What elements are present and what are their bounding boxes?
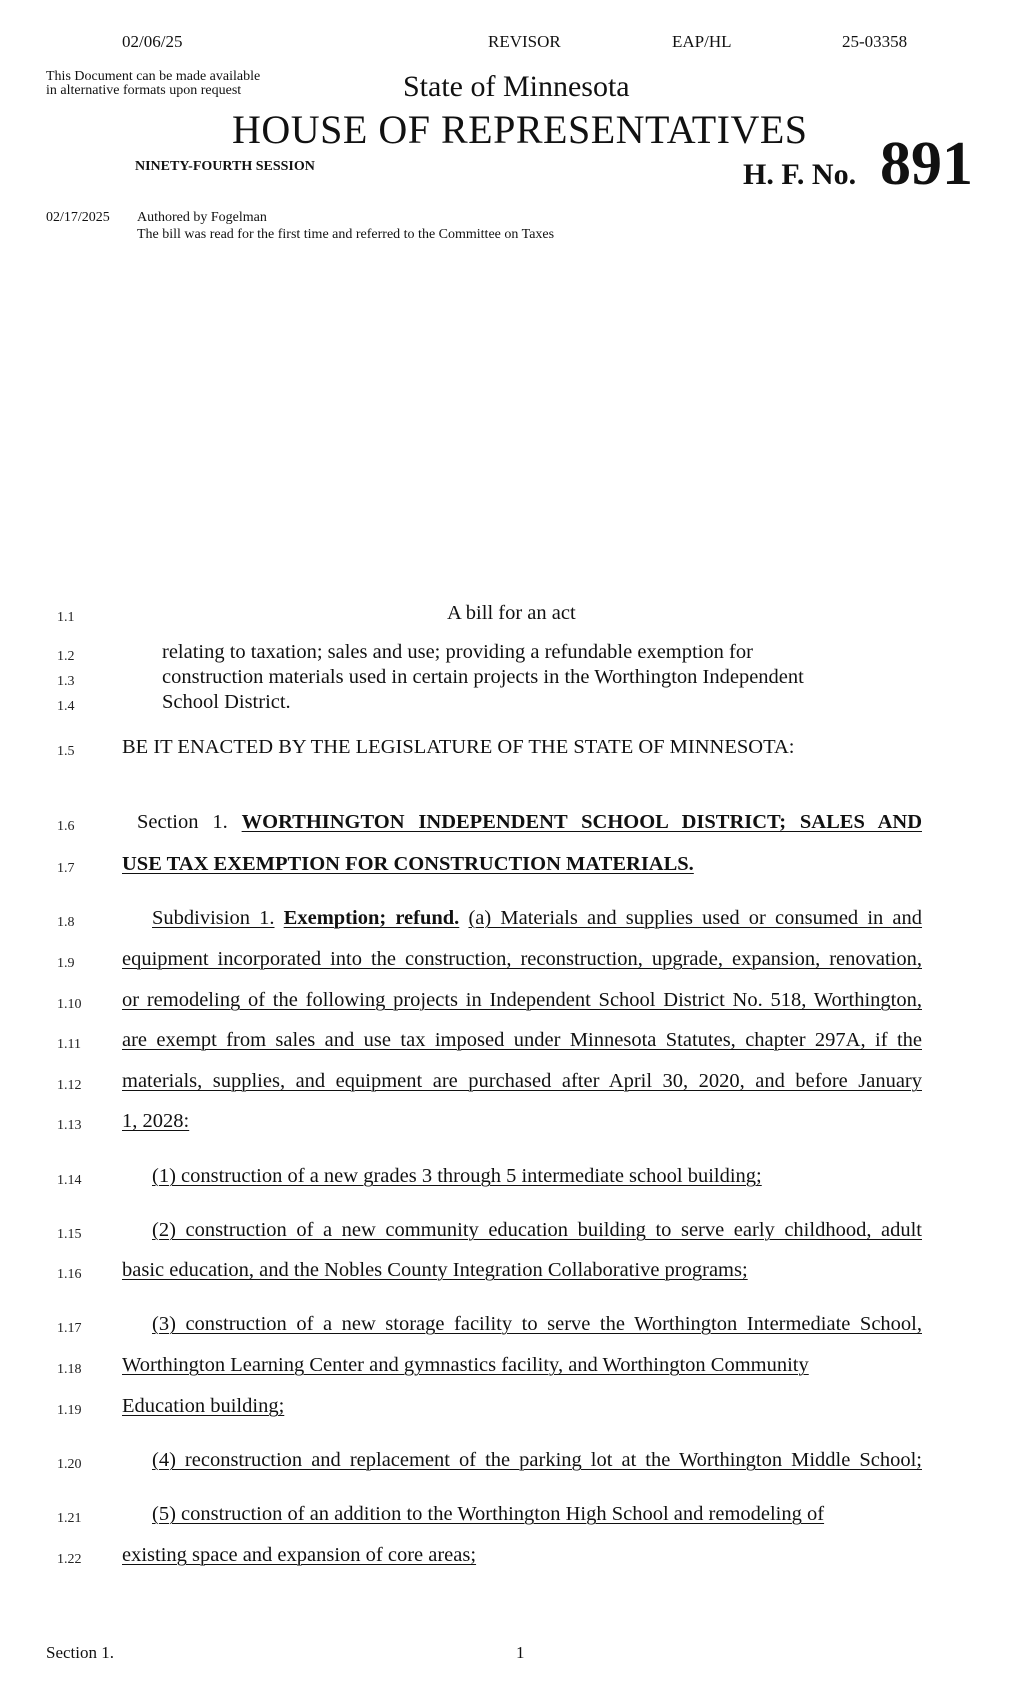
line-number: 1.20 (57, 1457, 82, 1472)
header-initials: EAP/HL (672, 32, 732, 51)
body-line: are exempt from sales and use tax imposed under Minnesota Statutes, chapter 297A, if the (122, 1029, 922, 1051)
line-number: 1.6 (57, 819, 75, 834)
line-number: 1.7 (57, 861, 75, 876)
introduction-referral: The bill was read for the first time and referred to the Committee on Taxes (137, 227, 555, 242)
subdivision-heading: Exemption; refund. (283, 907, 460, 929)
project-item-3-continued: Worthington Learning Center and gymnastics facility, and Worthington Community (122, 1354, 809, 1376)
line-number: 1.1 (57, 610, 75, 625)
page-number: 1 (516, 1643, 525, 1662)
header-date: 02/06/25 (122, 32, 183, 51)
subdivision-number: Subdivision 1. (152, 907, 275, 929)
line-number: 1.4 (57, 699, 75, 714)
availability-note-line1: This Document can be made available (46, 69, 261, 84)
subdivision-line (152, 907, 922, 930)
availability-note-line2: in alternative formats upon request (46, 83, 242, 98)
line-number: 1.18 (57, 1362, 82, 1377)
line-number: 1.9 (57, 956, 75, 971)
line-number: 1.14 (57, 1173, 82, 1188)
line-number: 1.19 (57, 1403, 82, 1418)
session-label: NINETY-FOURTH SESSION (135, 159, 315, 174)
line-number: 1.12 (57, 1078, 82, 1093)
section-heading-line (137, 811, 922, 834)
project-item-5-continued: existing space and expansion of core areas; (122, 1544, 477, 1566)
introduction-authored: Authored by Fogelman (137, 210, 267, 225)
bill-title-line: School District. (162, 691, 291, 713)
line-number: 1.17 (57, 1321, 82, 1336)
line-number: 1.15 (57, 1227, 82, 1242)
header-revisor: REVISOR (488, 32, 561, 51)
body-line: equipment incorporated into the construction, reconstruction, upgrade, expansion, renovation, (122, 948, 922, 970)
line-number: 1.8 (57, 915, 75, 930)
subdivision-text: (a) Materials and supplies used or consumed in and (468, 907, 923, 929)
project-item-1: (1) construction of a new grades 3 through 5 intermediate school building; (152, 1165, 762, 1187)
line-number: 1.3 (57, 674, 75, 689)
section-title: WORTHINGTON INDEPENDENT SCHOOL DISTRICT; SALES AND (241, 811, 922, 833)
header-doc-number: 25-03358 (842, 32, 908, 51)
line-number: 1.11 (57, 1037, 81, 1052)
body-line: materials, supplies, and equipment are purchased after April 30, 2020, and before January (122, 1070, 922, 1092)
project-item-3: (3) construction of a new storage facility to serve the Worthington Intermediate School, (152, 1313, 922, 1335)
project-item-5: (5) construction of an addition to the Worthington High School and remodeling of (152, 1503, 825, 1525)
project-item-3-continued: Education building; (122, 1395, 285, 1417)
project-item-2-continued: basic education, and the Nobles County Integration Collaborative programs; (122, 1259, 748, 1281)
line-number: 1.13 (57, 1118, 82, 1133)
footer-section: Section 1. (46, 1643, 114, 1662)
line-number: 1.2 (57, 649, 75, 664)
project-item-4: (4) reconstruction and replacement of the parking lot at the Worthington Middle School; (152, 1449, 922, 1471)
hf-label: H. F. No. (743, 158, 857, 191)
introduction-date: 02/17/2025 (46, 210, 110, 225)
line-number: 1.16 (57, 1267, 82, 1282)
body-line: 1, 2028: (122, 1110, 190, 1132)
state-title: State of Minnesota (403, 70, 630, 103)
hf-number: 891 (880, 130, 973, 198)
line-number: 1.22 (57, 1552, 82, 1567)
line-number: 1.21 (57, 1511, 82, 1526)
bill-heading: A bill for an act (447, 602, 576, 624)
line-number: 1.5 (57, 744, 75, 759)
bill-title-line: relating to taxation; sales and use; providing a refundable exemption for (162, 641, 753, 663)
section-title-text: USE TAX EXEMPTION FOR CONSTRUCTION MATERIALS. (122, 853, 694, 875)
house-title: HOUSE OF REPRESENTATIVES (232, 107, 808, 152)
bill-title-line: construction materials used in certain projects in the Worthington Independent (162, 666, 804, 688)
line-number: 1.10 (57, 997, 82, 1012)
section-number: Section 1. (137, 811, 228, 833)
body-line: or remodeling of the following projects in Independent School District No. 518, Worthington, (122, 989, 922, 1011)
project-item-2: (2) construction of a new community education building to serve early childhood, adult (152, 1219, 922, 1241)
section-title-continued (122, 853, 694, 876)
enacting-clause: BE IT ENACTED BY THE LEGISLATURE OF THE STATE OF MINNESOTA: (122, 736, 795, 758)
